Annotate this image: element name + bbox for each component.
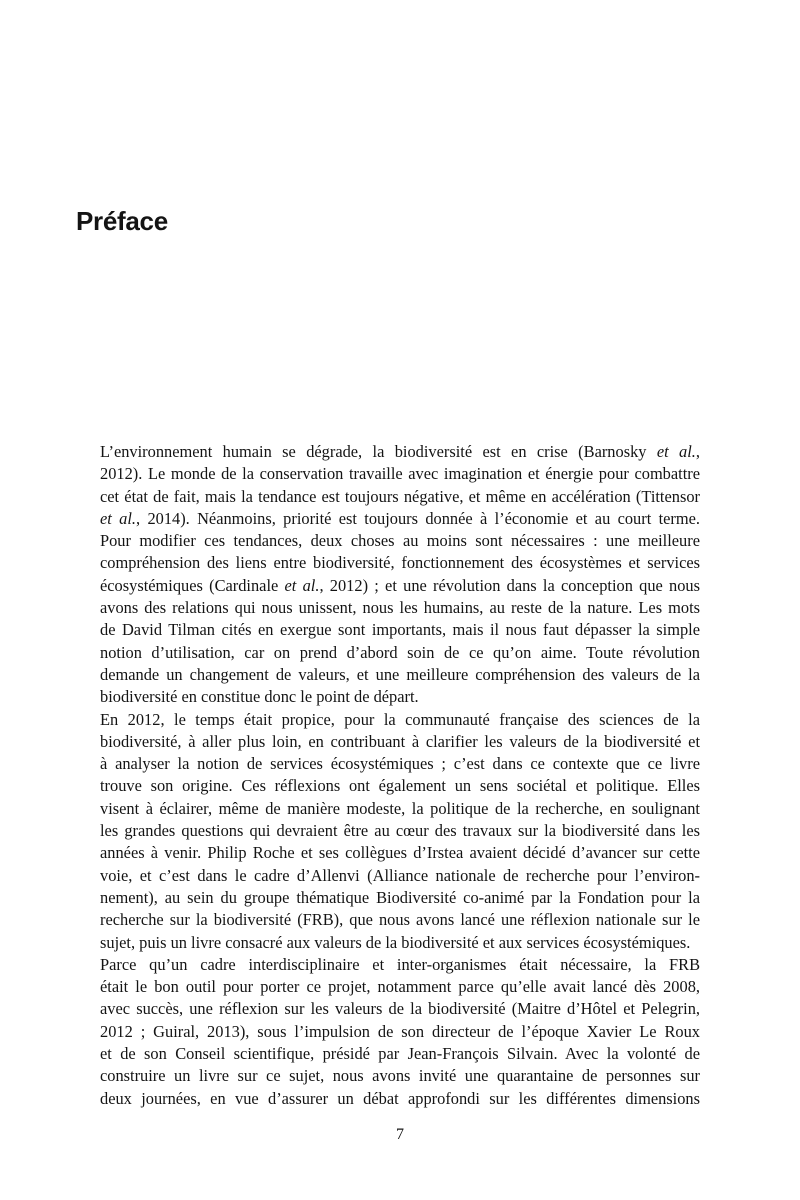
text-line: avons des relations qui nous unissent, nous les humains, au reste de la nature. Les mots xyxy=(100,598,700,618)
text-line: L’environnement humain se dégrade, la biodiversité est en crise (Barnosky et al., xyxy=(100,442,700,461)
citation-et-al: et al. xyxy=(284,575,320,595)
text-line: nement), au sein du groupe thématique Biodiversité co-animé par la Fondation pour la xyxy=(100,887,700,907)
body-text xyxy=(76,441,700,1110)
text-line: construire un livre sur ce sujet, nous avons invité une quarantaine de personnes sur xyxy=(100,1066,700,1086)
text-line: Parce qu’un cadre interdisciplinaire et inter-organismes était nécessaire, la FRB xyxy=(100,954,700,974)
text-line: demande un changement de valeurs, et une meilleure compréhension des valeurs de la xyxy=(100,664,700,684)
page-number: 7 xyxy=(396,1126,404,1143)
citation-et-al: et al. xyxy=(656,442,696,461)
paragraph xyxy=(76,441,700,709)
text-line: à analyser la notion de services écosystémiques ; c’est dans ce contexte que ce livre xyxy=(100,754,700,774)
text-line: recherche sur la biodiversité (FRB), que nous avons lancé une réflexion nationale sur le xyxy=(100,910,700,930)
text-line: voie, et c’est dans le cadre d’Allenvi (Alliance nationale de recherche pour l’environ- xyxy=(100,865,700,885)
text-line: biodiversité, à aller plus loin, en contribuant à clarifier les valeurs de la biodiversité et xyxy=(100,731,700,751)
paragraph xyxy=(76,954,700,1110)
text-line: notion d’utilisation, car on prend d’abord soin de ce qu’on aime. Toute révolution xyxy=(100,642,700,662)
page-title: Préface xyxy=(76,206,168,236)
text-line: écosystémiques (Cardinale et al., 2012) ; et une révolution dans la conception que nous xyxy=(100,575,700,595)
text-line: compréhension des liens entre biodiversité, fonctionnement des écosystèmes et services xyxy=(100,553,700,573)
text-line: avec succès, une réflexion sur les valeurs de la biodiversité (Maitre d’Hôtel et Pelegrin, xyxy=(100,999,700,1019)
text-line: 2012 ; Guiral, 2013), sous l’impulsion de son directeur de l’époque Xavier Le Roux xyxy=(100,1021,700,1041)
text-line: biodiversité en constitue donc le point de départ. xyxy=(100,687,419,707)
text-line: trouve son origine. Ces réflexions ont également un sens sociétal et politique. Elles xyxy=(100,776,700,796)
text-line: et al., 2014). Néanmoins, priorité est toujours donnée à l’économie et au court terme. xyxy=(100,508,700,528)
text-line: sujet, puis un livre consacré aux valeurs de la biodiversité et aux services écosystémiques. xyxy=(100,932,691,952)
text-line: Pour modifier ces tendances, deux choses au moins sont nécessaires : une meilleure xyxy=(100,531,700,551)
text-line: les grandes questions qui devraient être au cœur des travaux sur la biodiversité dans les xyxy=(100,821,700,841)
paragraph xyxy=(76,709,700,954)
text-line: et de son Conseil scientifique, présidé par Jean-François Silvain. Avec la volonté de xyxy=(100,1044,700,1064)
text-line: deux journées, en vue d’assurer un débat approfondi sur les différentes dimensions xyxy=(100,1088,700,1108)
text-line: cet état de fait, mais la tendance est toujours négative, et même en accélération (Tittensor xyxy=(100,486,700,506)
text-line: En 2012, le temps était propice, pour la communauté française des sciences de la xyxy=(100,709,700,729)
text-line: années à venir. Philip Roche et ses collègues d’Irstea avaient décidé d’avancer sur cette xyxy=(100,843,700,863)
citation-et-al: et al. xyxy=(100,508,137,528)
text-line: visent à éclairer, même de manière modeste, la politique de la recherche, en soulignant xyxy=(100,798,700,818)
text-line: de David Tilman cités en exergue sont importants, mais il nous faut dépasser la simple xyxy=(100,620,700,640)
text-line: 2012). Le monde de la conservation travaille avec imagination et énergie pour combattre xyxy=(100,464,700,484)
text-line: était le bon outil pour porter ce projet, notamment parce qu’elle avait lancé dès 2008, xyxy=(100,977,700,997)
